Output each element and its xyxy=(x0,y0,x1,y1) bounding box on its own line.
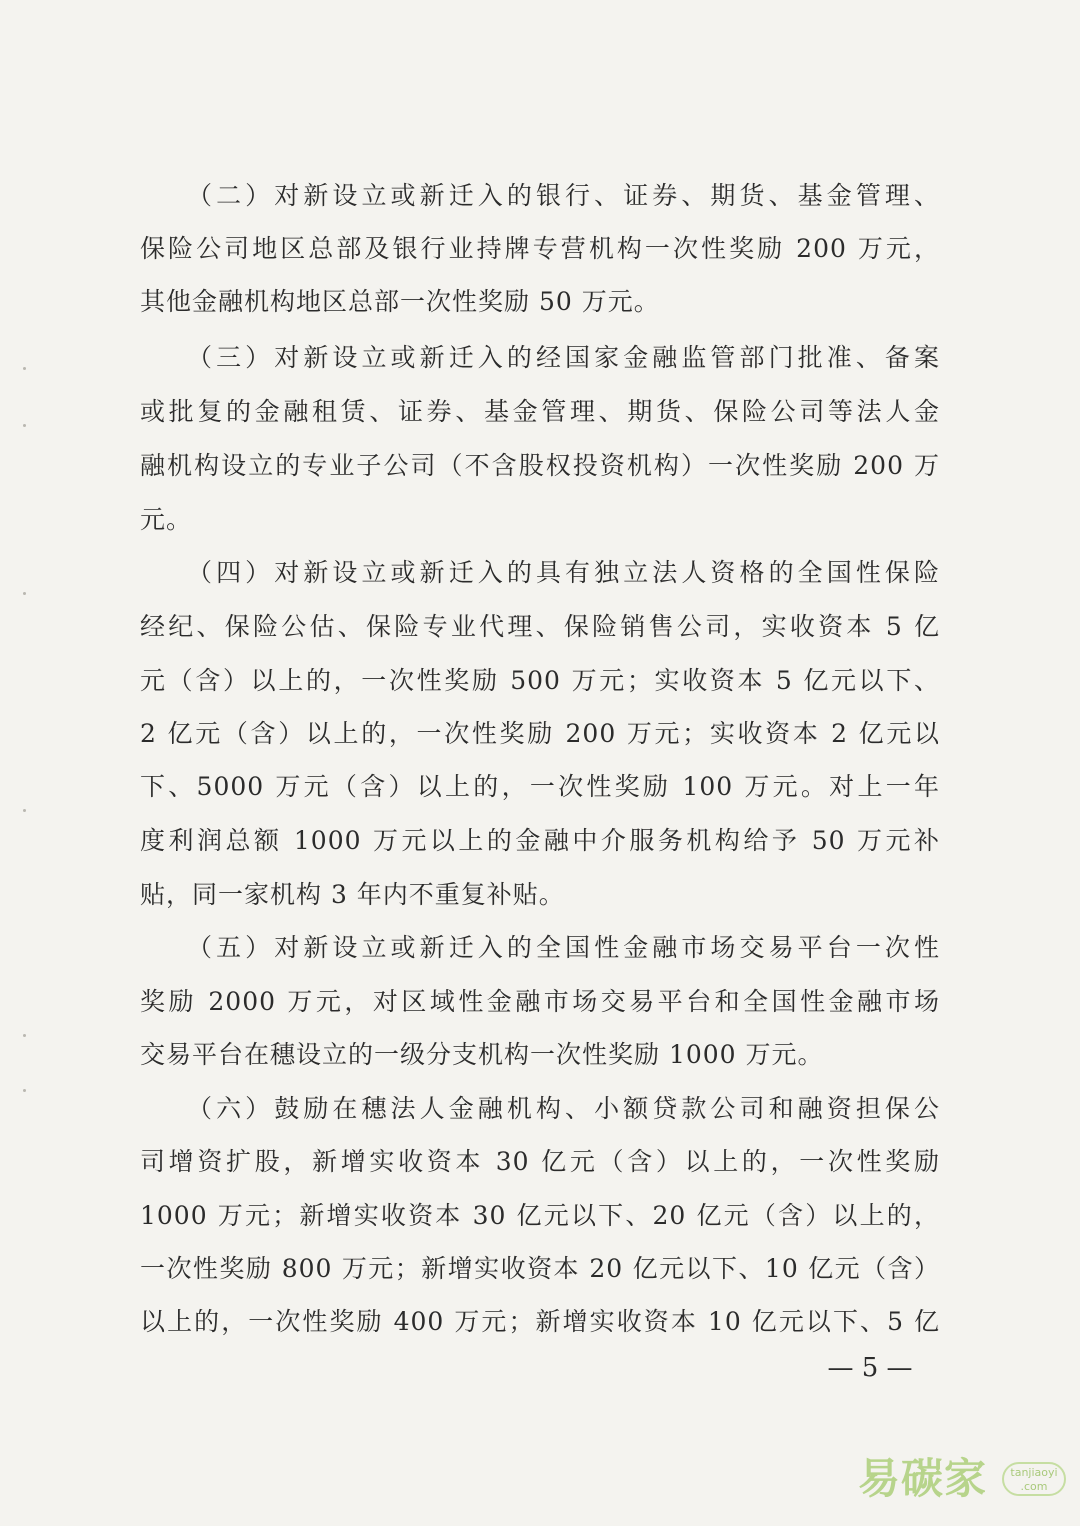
paragraph-6-line-2: 司增资扩股，新增实收资本 30 亿元（含）以上的，一次性奖励 xyxy=(140,1147,940,1176)
margin-speck xyxy=(23,1089,26,1092)
paragraph-4-line-1: （四）对新设立或新迁入的具有独立法人资格的全国性保险 xyxy=(187,558,940,587)
margin-speck xyxy=(23,809,26,812)
paragraph-4-line-3: 元（含）以上的，一次性奖励 500 万元；实收资本 5 亿元以下、 xyxy=(140,666,940,695)
paragraph-2-line-3: 其他金融机构地区总部一次性奖励 50 万元。 xyxy=(140,287,660,316)
paragraph-5-line-3: 交易平台在穗设立的一级分支机构一次性奖励 1000 万元。 xyxy=(140,1040,824,1069)
page-number: — 5 — xyxy=(827,1353,913,1383)
paragraph-3-line-1: （三）对新设立或新迁入的经国家金融监管部门批准、备案 xyxy=(187,343,940,372)
margin-speck xyxy=(23,1034,26,1037)
watermark-logo xyxy=(858,1448,1070,1508)
paragraph-6-line-3: 1000 万元；新增实收资本 30 亿元以下、20 亿元（含）以上的， xyxy=(140,1201,940,1230)
paragraph-4-line-6: 度利润总额 1000 万元以上的金融中介服务机构给予 50 万元补 xyxy=(140,826,940,855)
watermark-logo-text: 易碳家 xyxy=(858,1454,988,1503)
margin-speck xyxy=(23,367,26,370)
paragraph-4-line-4: 2 亿元（含）以上的，一次性奖励 200 万元；实收资本 2 亿元以 xyxy=(140,719,940,748)
paragraph-4-line-5: 下、5000 万元（含）以上的，一次性奖励 100 万元。对上一年 xyxy=(140,772,940,801)
paragraph-6-line-4: 一次性奖励 800 万元；新增实收资本 20 亿元以下、10 亿元（含） xyxy=(140,1254,940,1283)
paragraph-5-line-1: （五）对新设立或新迁入的全国性金融市场交易平台一次性 xyxy=(187,933,940,962)
paragraph-5-line-2: 奖励 2000 万元，对区域性金融市场交易平台和全国性金融市场 xyxy=(140,987,940,1016)
watermark-badge-line-1: tanjiaoyi xyxy=(1010,1466,1058,1479)
margin-speck xyxy=(23,592,26,595)
paragraph-3-line-2: 或批复的金融租赁、证券、基金管理、期货、保险公司等法人金 xyxy=(140,397,940,426)
paragraph-4-line-2: 经纪、保险公估、保险专业代理、保险销售公司，实收资本 5 亿 xyxy=(140,612,940,641)
watermark-domain-badge xyxy=(1002,1462,1066,1496)
paragraph-6-line-1: （六）鼓励在穗法人金融机构、小额贷款公司和融资担保公 xyxy=(187,1094,940,1123)
watermark-badge-line-2: .com xyxy=(1020,1480,1048,1493)
paragraph-3-line-4: 元。 xyxy=(140,505,193,534)
paragraph-2-line-1: （二）对新设立或新迁入的银行、证券、期货、基金管理、 xyxy=(187,181,940,210)
paragraph-2-line-2: 保险公司地区总部及银行业持牌专营机构一次性奖励 200 万元， xyxy=(140,234,940,263)
paragraph-3-line-3: 融机构设立的专业子公司（不含股权投资机构）一次性奖励 200 万 xyxy=(140,451,940,480)
margin-speck xyxy=(23,424,26,427)
paragraph-4-line-7: 贴，同一家机构 3 年内不重复补贴。 xyxy=(140,880,565,909)
paragraph-6-line-5: 以上的，一次性奖励 400 万元；新增实收资本 10 亿元以下、5 亿 xyxy=(140,1307,940,1336)
